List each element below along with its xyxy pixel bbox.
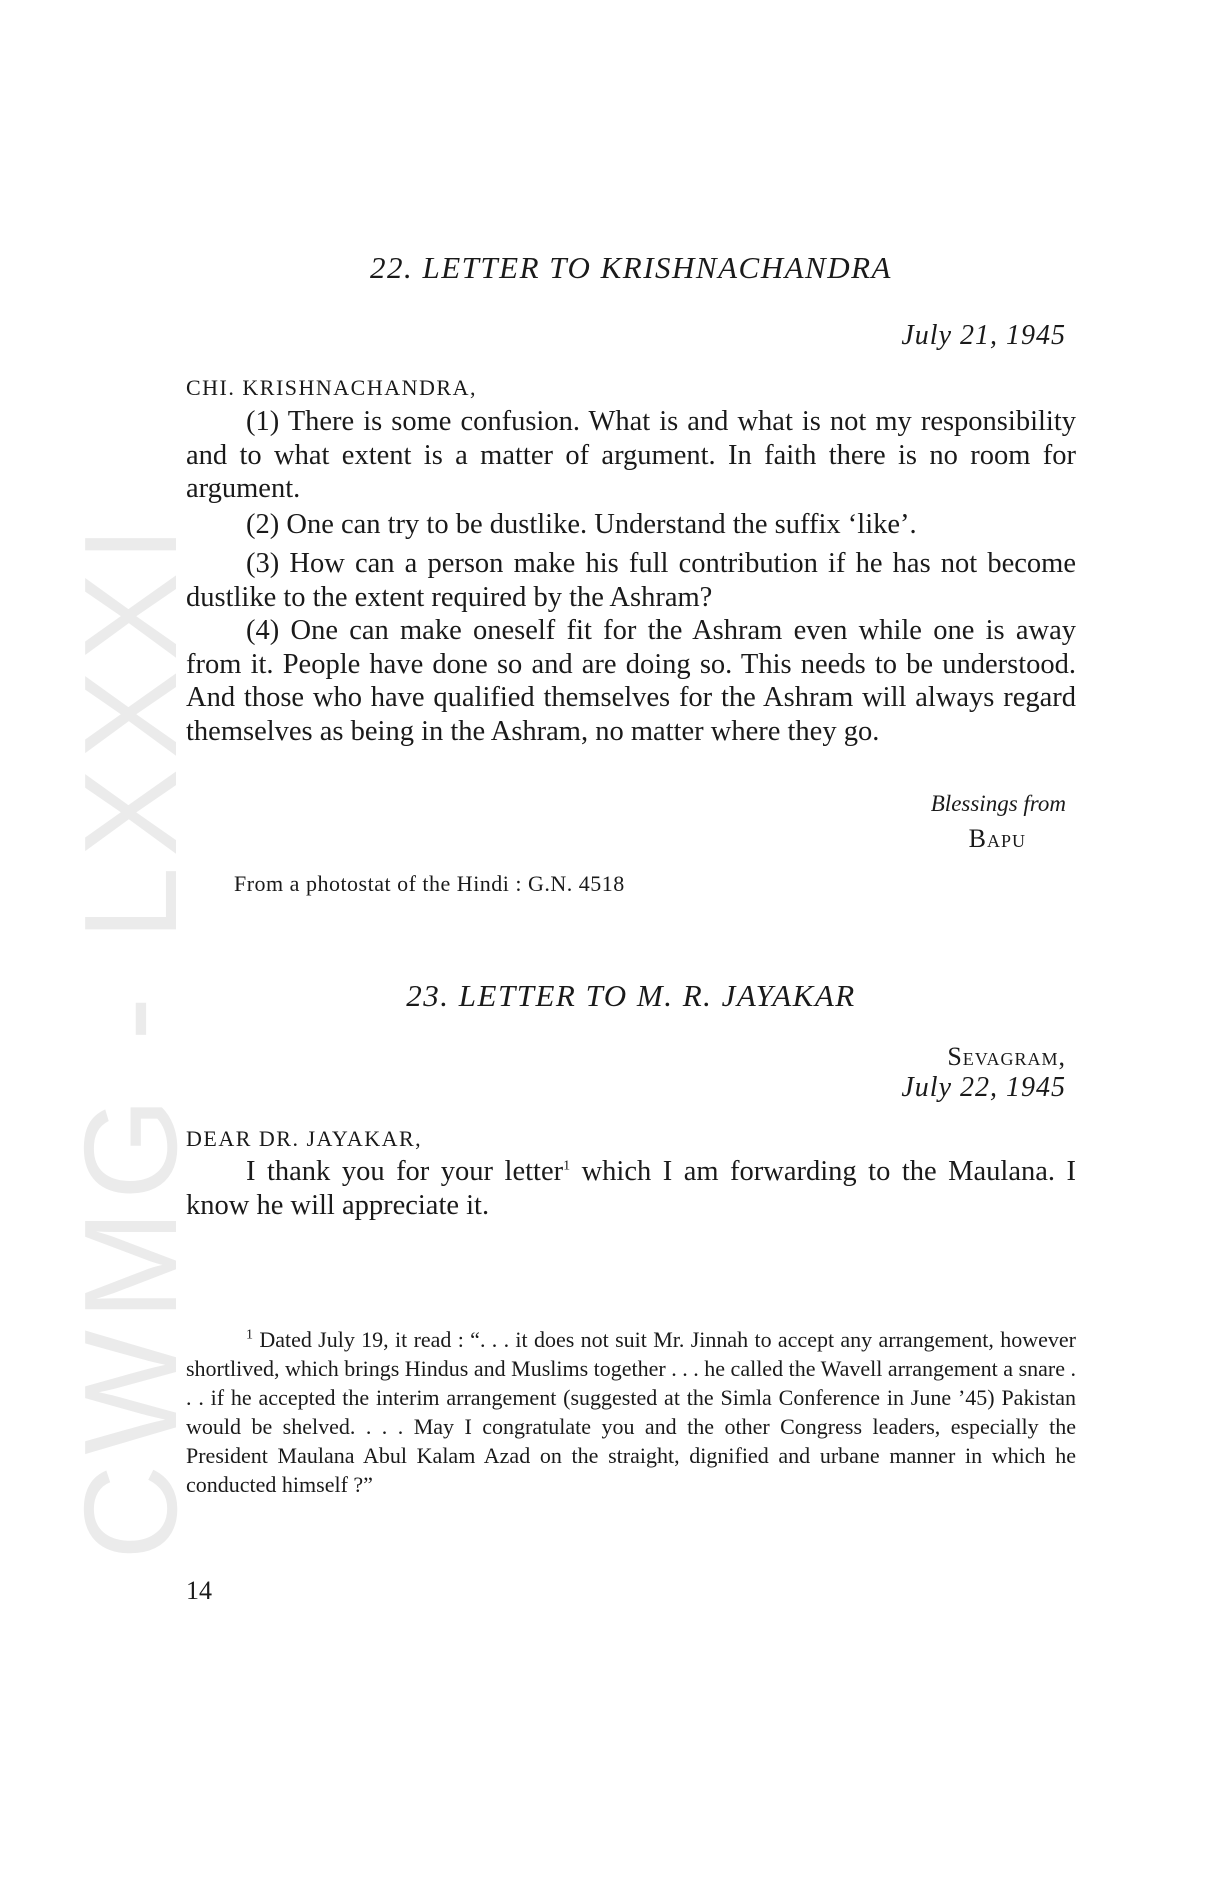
- letter-22-paragraph-2: (2) One can try to be dustlike. Understand the suffix ‘like’.: [246, 509, 917, 540]
- letter-22-closing: Blessings from: [930, 791, 1066, 816]
- letter-23-salutation: DEAR DR. JAYAKAR,: [186, 1126, 423, 1151]
- letter-23-place: Sevagram,: [947, 1042, 1066, 1071]
- letter-22-paragraph-3: (3) How can a person make his full contribution if he has not become dustlike to the extent required by the Ashram?: [186, 548, 1076, 613]
- letter-22-source: From a photostat of the Hindi : G.N. 4518: [234, 871, 625, 896]
- letter-22-paragraph-4: (4) One can make oneself fit for the Ashram even while one is away from it. People have done so and are doing so. This needs to be understood. And those who have qualified themselves for the Ashram will always regard themselves as being in the Ashram, no matter where they go.: [186, 615, 1076, 747]
- letter-22-salutation: CHI. KRISHNACHANDRA,: [186, 375, 477, 400]
- letter-23-text-after-note: which I am forwarding to the Maulana. I know he will appreciate it.: [186, 1156, 1077, 1221]
- letter-22-signature: Bapu: [968, 824, 1026, 853]
- letter-22-date: July 21, 1945: [901, 320, 1066, 351]
- letter-23-date: July 22, 1945: [901, 1072, 1066, 1103]
- footnote-text: Dated July 19, it read : “. . . it does not suit Mr. Jinnah to accept any arrangement, however shortlived, which brings Hindus and Muslims together . . . he called the Wavell arrangement a snare . . . if he accepted the interim arrangement (suggested at the Simla Conference in June ’45) Pakistan would be shelved. . . . May I congratulate you and the other Congress leaders, especially the President Maulana Abul Kalam Azad on the straight, dignified and urbane manner in which he conducted himself ?”: [186, 1327, 1076, 1497]
- letter-22-paragraph-1: (1) There is some confusion. What is and what is not my responsibility and to what extent is a matter of argument. In faith there is no room for argument.: [186, 406, 1076, 504]
- footnote-reference: 1: [563, 1158, 571, 1174]
- watermark: CWMG - LXXXI: [57, 515, 204, 1560]
- letter-23-text-before-note: I thank you for your letter: [246, 1156, 564, 1187]
- letter-23-heading: 23. LETTER TO M. R. JAYAKAR: [406, 978, 856, 1013]
- letter-23-paragraph-1: [186, 1155, 1076, 1222]
- letter-22-heading: 22. LETTER TO KRISHNACHANDRA: [370, 250, 892, 285]
- page-number: 14: [186, 1576, 212, 1605]
- footnote-marker: 1: [246, 1327, 253, 1343]
- footnote: [186, 1325, 1076, 1499]
